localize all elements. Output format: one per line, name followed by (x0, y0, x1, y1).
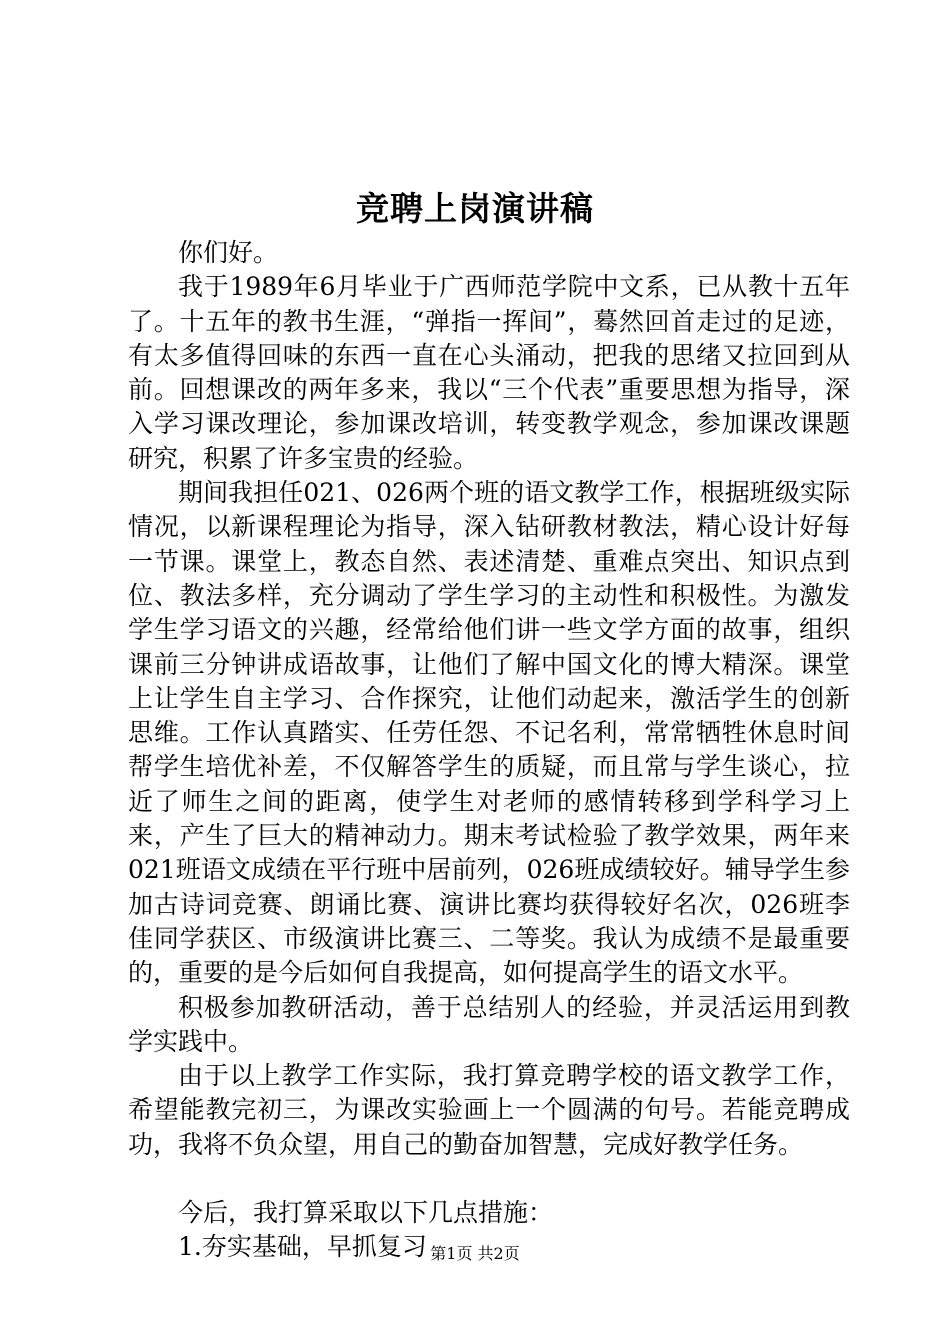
paragraph-greeting: 你们好。 (178, 238, 279, 267)
document-title: 竞聘上岗演讲稿 (356, 189, 594, 228)
page-number-footer: 第1页 共2页 (430, 1244, 520, 1263)
paragraph-teaching-work: 期间我担任021、026两个班的语文教学工作，根据班级实际情况，以新课程理论为指导，深入钻研教材教法，精心设计好每一节课。课堂上，教态自然、表述清楚、重难点突出、知识点到位、教法多样，充分调动了学生学习的主动性和积极性。为激发学生学习语文的兴趣，经常给他们讲一些文学方面的故事，组织课前三分钟讲成语故事，让他们了解中国文化的博大精深。课堂上让学生自主学习、合作探究，让他们动起来，激活学生的创新思维。工作认真踏实、任劳任怨、不记名利，常常牺牲休息时间帮学生培优补差，不仅解答学生的质疑，而且常与学生谈心，拉近了师生之间的距离，使学生对老师的感情转移到学科学习上来，产生了巨大的精神动力。期末考试检验了教学效果，两年来021班语文成绩在平行班中居前列，026班成绩较好。辅导学生参加古诗词竞赛、朗诵比赛、演讲比赛均获得较好名次，026班李佳同学获区、市级演讲比赛三、二等奖。我认为成绩不是最重要的，重要的是今后如何自我提高，如何提高学生的语文水平。 (128, 478, 850, 988)
paragraph-measure-1: 1.夯实基础，早抓复习 (178, 1232, 427, 1262)
paragraph-research: 积极参加教研活动，善于总结别人的经验，并灵活运用到教学实践中。 (128, 992, 850, 1056)
paragraph-spacer (128, 1162, 850, 1196)
paragraph-background: 我于1989年6月毕业于广西师范学院中文系，已从教十五年了。十五年的教书生涯，“弹指一挥间”，蓦然回首走过的足迹，有太多值得回味的东西一直在心头涌动，把我的思绪又拉回到从前。回想课改的两年多来，我以“三个代表”重要思想为指导，深入学习课改理论，参加课改培训，转变教学观念，参加课改课题研究，积累了许多宝贵的经验。 (128, 272, 850, 473)
paragraph-measures-intro: 今后，我打算采取以下几点措施： (178, 1198, 554, 1228)
document-body (128, 236, 850, 1265)
paragraph-application: 由于以上教学工作实际，我打算竞聘学校的语文教学工作，希望能教完初三，为课改实验画上一个圆满的句号。若能竞聘成功，我将不负众望，用自己的勤奋加智慧，完成好教学任务。 (128, 1061, 850, 1159)
